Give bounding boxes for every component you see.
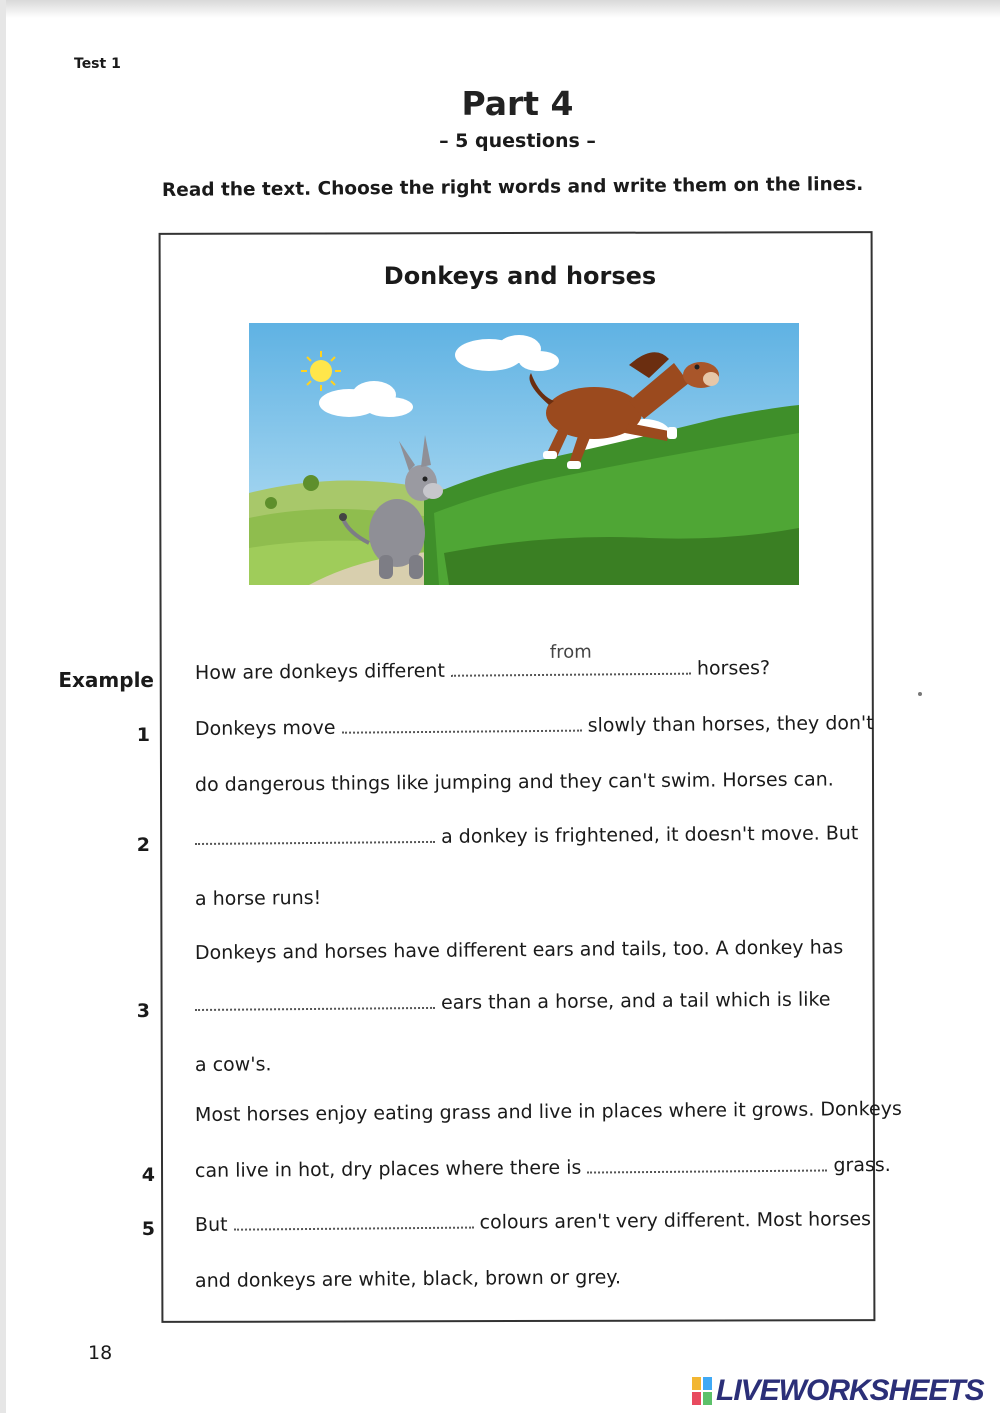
page-number: 18 [88,1342,113,1364]
question-3-continuation: a cow's. [194,1053,272,1076]
scan-speck [918,692,922,696]
liveworksheets-brand: LIVEWORKSHEETS [716,1374,984,1407]
question-5-text-after: colours aren't very different. Most horses [479,1208,872,1234]
question-1-text-after: slowly than horses, they don't [587,712,874,737]
question-number-4: 4 [141,1164,155,1186]
scan-edge-shadow [0,0,1000,18]
example-label: Example [58,668,154,692]
question-3-text-after: ears than a horse, and a tail which is like [440,988,831,1014]
question-1-continuation: do dangerous things like jumping and they can't swim. Horses can. [194,768,834,796]
question-number-2: 2 [136,834,150,856]
question-5-continuation: and donkeys are white, black, brown or grey. [194,1266,622,1292]
example-text-after: horses? [696,656,771,680]
question-2-text-after: a donkey is frightened, it doesn't move. But [440,822,859,848]
question-number-5: 5 [141,1218,155,1240]
question-2-continuation: a horse runs! [194,886,322,910]
question-number-3: 3 [136,1000,150,1022]
scan-side-shadow [0,0,6,1413]
part-title: Part 4 [461,84,574,123]
example-text-before: How are donkeys different [194,659,445,684]
example-answer: from [549,641,592,663]
paragraph-2: Donkeys and horses have different ears and tails, too. A donkey has [194,936,844,964]
paragraph-3: Most horses enjoy eating grass and live in places where it grows. Donkeys [194,1097,902,1126]
answer-input-3[interactable] [195,993,435,1011]
liveworksheets-logo[interactable] [692,1374,984,1408]
instruction: Read the text. Choose the right words and write them on the lines. [161,173,864,201]
question-4-text-before: can live in hot, dry places where there is [194,1156,582,1182]
test-label: Test 1 [74,56,121,72]
answer-input-1[interactable] [342,716,582,734]
question-5-text-before: But [194,1213,228,1236]
story-title: Donkeys and horses [383,262,657,290]
answer-input-5[interactable] [233,1213,473,1231]
answer-input-4[interactable] [587,1155,827,1173]
question-1-text-before: Donkeys move [194,716,336,740]
question-number-1: 1 [136,724,150,746]
story-illustration [249,323,799,585]
example-answer-blank [451,641,691,677]
part-subtitle: – 5 questions – [439,130,596,152]
sun-icon [301,351,341,391]
liveworksheets-logo-icon [692,1377,712,1405]
question-4-text-after: grass. [833,1153,891,1177]
answer-input-2[interactable] [195,827,435,845]
